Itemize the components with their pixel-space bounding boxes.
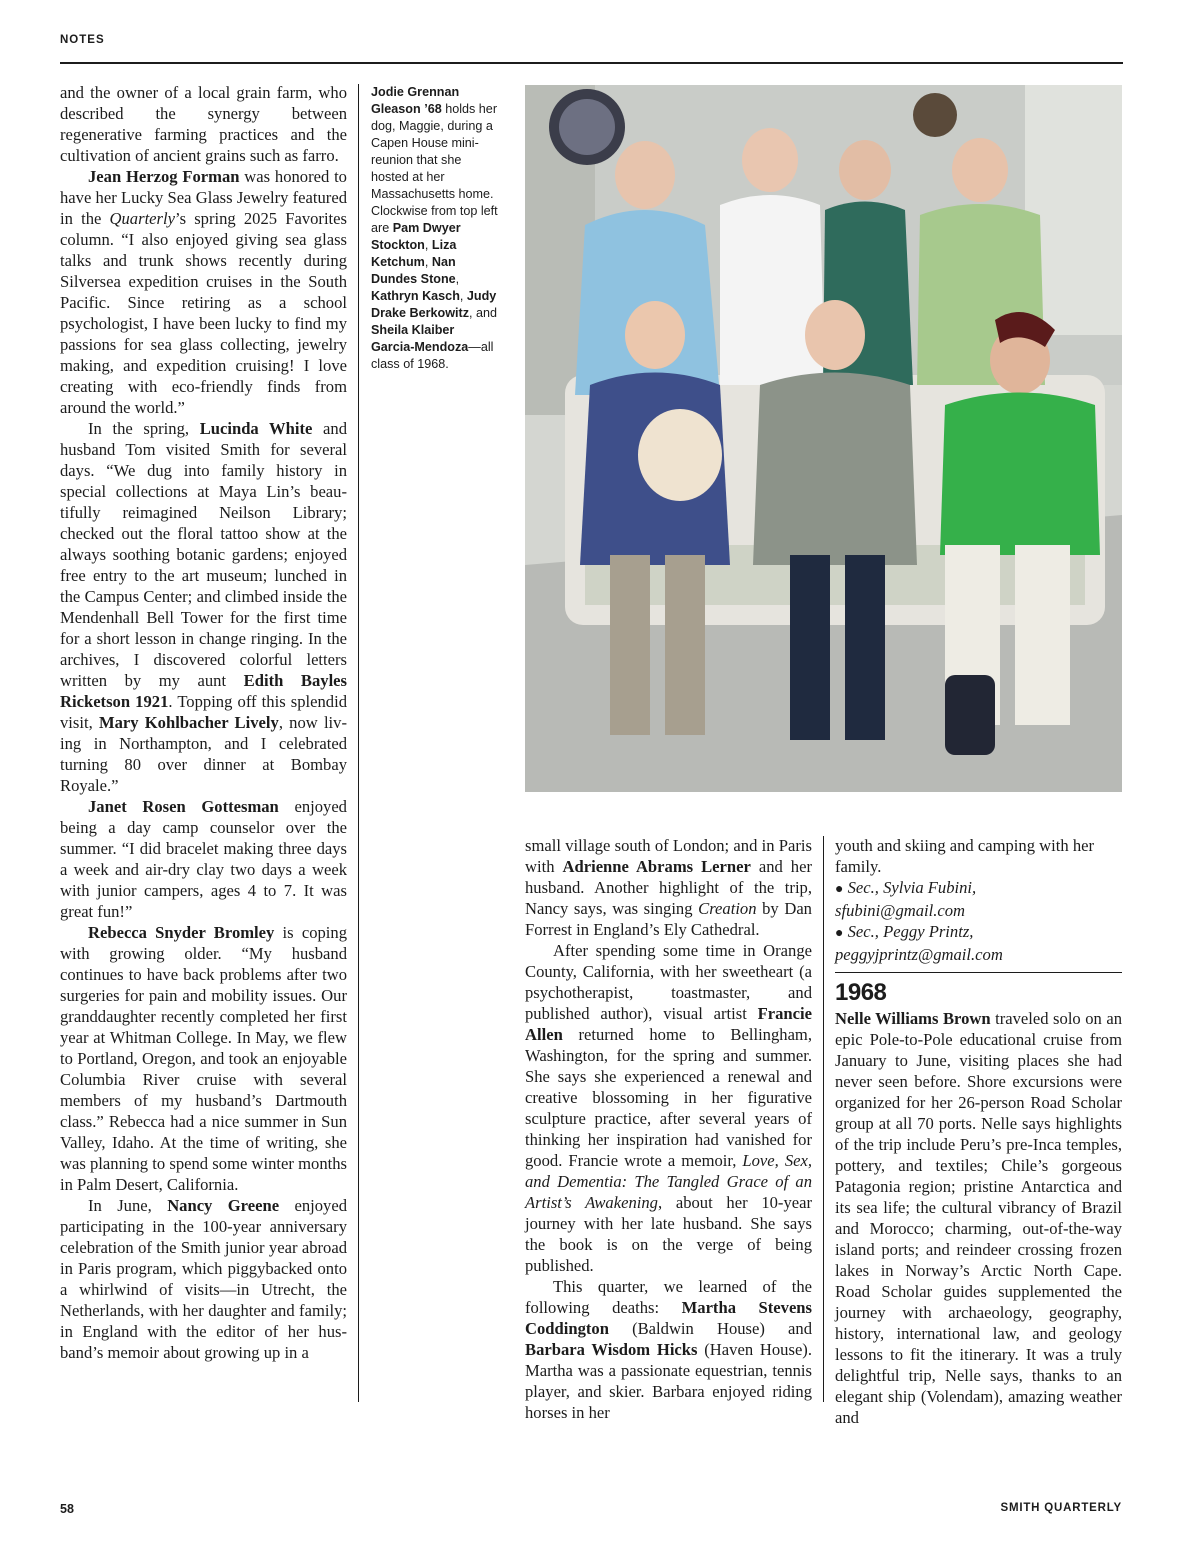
column-divider-2 (823, 836, 824, 1402)
paragraph (60, 1195, 347, 1363)
class-year-heading: 1968 (835, 979, 887, 1006)
bold-name: Mary Kohlbacher Lively (98, 713, 279, 732)
header-rule (60, 62, 1123, 64)
secretary-2-email[interactable]: peggyjprintz@gmail.com (835, 945, 1003, 964)
text-run: , (424, 238, 432, 252)
paragraph (525, 835, 812, 940)
text-run: and husband Tom visited Smith for several days. “We dug into family history in special collections at Maya Lin’s beautifully reimagined Neilson Library; checked out the floral tattoo show at the always soothing botanic gardens; enjoyed free entry to the art museum; lunched in the Campus Center; and climbed inside the Mendenhall Bell Tower for the first time for a short lesson in change ringing. In the archives, I discovered colorful letters written by my aunt (60, 419, 347, 690)
bold-name: Jean Herzog Forman (88, 167, 240, 186)
bold-name: Edith Bayles Ricketson 1921 (60, 671, 348, 711)
text-run: enjoyed being a day camp counselor over the summer. “I did bracelet making three days a week and air-dry clay two days a week with junior campers, ages 4 to 7. It was great fun!” (60, 797, 347, 921)
col4-intro: youth and skiing and camping with her family. (835, 836, 1095, 876)
bold-name: Adrienne Abrams Lerner (562, 857, 751, 876)
text-run: , (459, 289, 467, 303)
paragraph (60, 796, 347, 922)
paragraph (60, 418, 347, 796)
text-run: was honored to have her Lucky Sea Glass Jewelry featured in the (60, 167, 347, 228)
paragraph (525, 940, 812, 1276)
bold-name: Sheila Klaiber Garcia-Mendoza (371, 323, 469, 354)
text-run: by Dan Forrest in England’s Ely Cathedral. (525, 899, 812, 939)
secretary-1-name: Sec., Sylvia Fubini, (847, 878, 977, 897)
page-number: 58 (60, 1502, 74, 1516)
bold-name: Janet Rosen Gottesman (88, 797, 279, 816)
column-1 (60, 82, 347, 1363)
paragraph (60, 922, 347, 1195)
text-run: , and (469, 306, 498, 320)
text-run: holds her dog, Maggie, during a Capen House mini-reunion that she hosted at her Massachusetts home. Clockwise from top left are (371, 102, 498, 235)
text-run: , (455, 272, 460, 286)
bold-name: Barbara Wisdom Hicks (525, 1340, 698, 1359)
text-run: (Haven House). Martha was a passionate equestrian, tennis player, and skier. Barbara enjoyed riding horses in her (525, 1340, 812, 1422)
secretary-1 (835, 877, 1122, 921)
text-run: and the owner of a local grain farm, who described the synergy between regenerative farming practices and the cultivation of ancient grains such as farro. (60, 83, 347, 165)
text-run: is coping with growing older. “My husband continues to have back problems after two surgeries for pain and mobility issues. Our granddaughter recently completed her first year at Whitman College. In May, we flew to Portland, Oregon, and took an enjoyable Columbia River cruise with several members of my husband’s Dartmouth class.” Rebecca had a nice summer in Sun Valley, Idaho. At the time of writing, she was planning to spend some winter months in Palm Desert, California. (60, 923, 347, 1194)
bold-name: Nan Dundes Stone (371, 255, 456, 286)
text-run: . Topping off this splendid visit, (60, 692, 347, 732)
text-run: In the spring, (88, 419, 200, 438)
bold-name: Rebecca Snyder Bromley (88, 923, 275, 942)
bold-name: Judy Drake Berkowitz (371, 289, 497, 320)
bold-name: Kathryn Kasch (371, 289, 460, 303)
text-run: , now living in Northampton, and I celebrated turning 80 over dinner at Bombay Royale.” (60, 713, 347, 795)
bold-name: Martha Stevens Coddington (525, 1298, 812, 1338)
bold-name: Nelle Williams Brown (835, 1009, 991, 1028)
text-run: —all class of 1968. (371, 340, 494, 371)
bold-name: Nancy Greene (167, 1196, 280, 1215)
text-run: returned home to Bellingham, Washington, for the spring and summer. She says she experienced a renewal and creative blossoming in her figurative sculpture practice, after several years of thinking her inspiration had vanished for good. Francie wrote a memoir, (525, 1025, 812, 1170)
text-run: After spending some time in Orange County, California, with her sweetheart (a psychotherapist, toastmaster, and published author), visual artist (525, 941, 812, 1023)
paragraph (60, 166, 347, 418)
text-run: enjoyed participating in the 100-year anniversary celebration of the Smith junior year abroad in Paris program, which piggybacked onto a whirlwind of visits—in Utrecht, the Netherlands, with her daughter and family; in England with the editor of her husband’s memoir about growing up in a (60, 1196, 347, 1362)
secretary-1-email[interactable]: sfubini@gmail.com (835, 901, 966, 920)
bold-name: Lucinda White (199, 419, 313, 438)
bold-name: Francie Allen (525, 1004, 812, 1044)
reunion-photo (525, 85, 1122, 792)
bold-name: Pam Dwyer Stockton (371, 221, 461, 252)
bullet-icon: ● (835, 882, 844, 897)
text-run: and her husband. Another highlight of the trip, Nancy says, was singing (525, 857, 812, 918)
text-run: traveled solo on an epic Pole-to-Pole educational cruise from January to June, visiting places she had never seen before. Shore excursions were organized for her 26-person Road Scholar group at all 70 ports. Nelle says highlights of the trip include Peru’s pre-Inca temples, pottery, and textiles; Chile’s gorgeous Patagonia region; pristine Antarctica and its sea life; the cultural vibrancy of Brazil and Morocco; charming, out-of-the-way island ports; and reindeer crossing frozen lakes in Norway’s Arctic North Cape. Road Scholar guides supplemented the journey with archaeology, geography, history, international law, and geology lessons to fit the itinerary. It was a truly delightful trip, Nelle says, thanks to an elegant ship (Volendam), amazing weather and (835, 1009, 1122, 1427)
text-run: This quarter, we learned of the following deaths: (525, 1277, 812, 1317)
text-run: small village south of London; and in Paris with (525, 836, 812, 876)
photo-caption (371, 84, 501, 373)
italic-title: Love, Sex, and Dementia: The Tangled Grace of an Artist’s Awakening (525, 1151, 812, 1212)
publication-name: SMITH QUARTERLY (1000, 1502, 1122, 1514)
italic-title: Quarterly (109, 209, 175, 228)
column-3 (525, 835, 812, 1423)
secretary-2-name: Sec., Peggy Printz, (847, 922, 974, 941)
text-run: , (424, 255, 432, 269)
column-4 (835, 835, 1122, 1428)
text-run: In June, (88, 1196, 168, 1215)
bullet-icon: ● (835, 926, 844, 941)
paragraph (60, 82, 347, 166)
bold-name: Liza Ketchum (371, 238, 457, 269)
column-divider-1 (358, 84, 359, 1402)
class-divider (835, 972, 1122, 973)
section-label: NOTES (60, 34, 105, 46)
bold-name: Jodie Grennan Gleason ’68 (371, 85, 460, 116)
text-run: (Baldwin House) and (608, 1319, 812, 1338)
secretary-2 (835, 921, 1122, 965)
text-run: , about her 10-year journey with her late husband. She says the book is on the verge of being published. (525, 1193, 812, 1275)
text-run: ’s spring 2025 Favorites column. “I also enjoyed giving sea glass talks and trunk shows recently during Silversea expedition cruises in the South Pacific. Since retiring as a school psychologist, I have been lucky to find my passions for sea glass collecting, jewelry making, and expedition cruising! I love creating with eco-friendly finds from around the world.” (60, 209, 347, 417)
col4-paragraph (835, 1008, 1122, 1428)
italic-title: Creation (698, 899, 757, 918)
paragraph (525, 1276, 812, 1423)
